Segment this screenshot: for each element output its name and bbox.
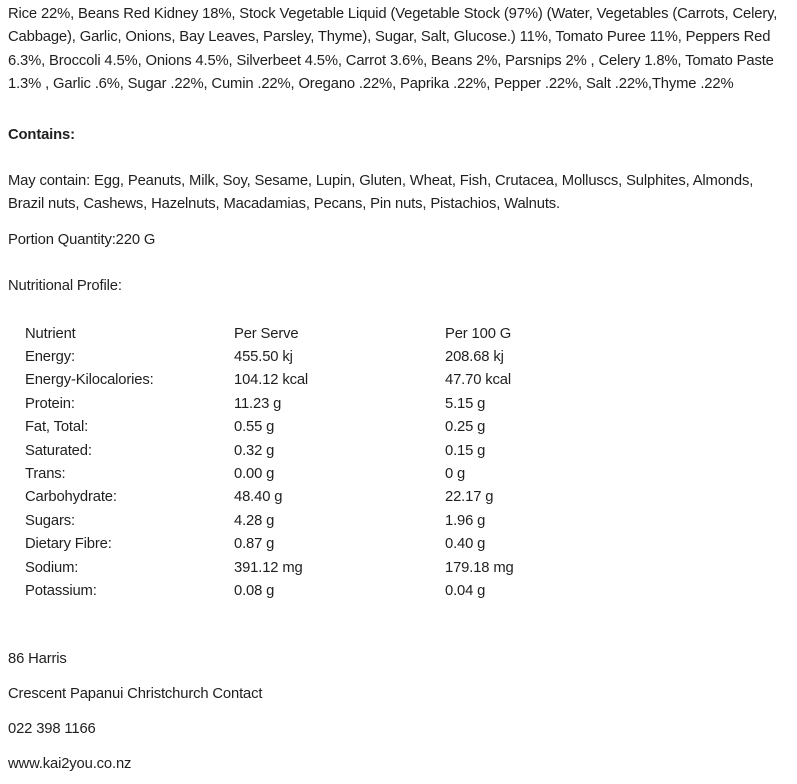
nutrition-table	[25, 323, 645, 604]
table-row	[25, 510, 645, 533]
per-serve-cell: 104.12 kcal	[234, 372, 309, 389]
per-100g-cell: 0.40 g	[445, 536, 486, 553]
per-100g-cell: 0.25 g	[445, 419, 486, 436]
nutrient-cell: Energy-Kilocalories:	[25, 372, 154, 389]
ingredients-text: Rice 22%, Beans Red Kidney 18%, Stock Vegetable Liquid (Vegetable Stock (97%) (Water, Vegetables (Carrots, Celery, Cabbage), Garlic, Onions, Bay Leaves, Parsley, Thyme), Sugar, Salt, Glucose.) 11%, Tomato Puree 11%, Peppers Red 6.3%, Broccoli 4.5%, Onions 4.5%, Silverbeet 4.5%, Carrot 3.6%, Beans 2%, Parsnips 2% , Celery 1.8%, Tomato Paste 1.3% , Garlic .6%, Sugar .22%, Cumin .22%, Oregano .22%, Paprika .22%, Pepper .22%, Salt .22%,Thyme .22%	[8, 6, 778, 93]
table-row	[25, 440, 645, 463]
nutritional-profile-heading: Nutritional Profile:	[8, 278, 122, 295]
table-row	[25, 416, 645, 439]
nutrient-cell: Protein:	[25, 395, 75, 412]
per-serve-cell: 4.28 g	[234, 512, 275, 529]
per-serve-cell: 391.12 mg	[234, 559, 303, 576]
nutrient-cell: Saturated:	[25, 442, 92, 459]
per-100g-cell: 1.96 g	[445, 512, 486, 529]
table-row	[25, 557, 645, 580]
nutrition-table-header-row	[25, 323, 645, 346]
nutrition-table-body	[25, 346, 645, 603]
column-header-nutrient: Nutrient	[25, 325, 76, 342]
per-serve-cell: 0.55 g	[234, 419, 275, 436]
address-line-2: Crescent Papanui Christchurch Contact	[8, 686, 263, 703]
table-row	[25, 486, 645, 509]
contains-heading: Contains:	[8, 126, 75, 143]
per-serve-cell: 0.32 g	[234, 442, 275, 459]
per-100g-cell: 47.70 kcal	[445, 372, 511, 389]
per-100g-cell: 208.68 kj	[445, 349, 504, 366]
website-url: www.kai2you.co.nz	[8, 756, 132, 773]
table-row	[25, 580, 645, 603]
nutrient-cell: Sugars:	[25, 512, 75, 529]
per-serve-cell: 455.50 kj	[234, 349, 293, 366]
per-serve-cell: 11.23 g	[234, 395, 282, 412]
nutrient-cell: Trans:	[25, 466, 66, 482]
phone-number: 022 398 1166	[8, 721, 96, 738]
table-row	[25, 393, 645, 416]
per-serve-cell: 0.87 g	[234, 536, 275, 553]
per-serve-cell: 48.40 g	[234, 489, 283, 506]
nutrient-cell: Fat, Total:	[25, 419, 89, 436]
per-100g-cell: 0.04 g	[445, 582, 486, 599]
portion-quantity-text: Portion Quantity:220 G	[8, 231, 156, 248]
per-100g-cell: 0.15 g	[445, 442, 486, 459]
per-100g-cell: 5.15 g	[445, 395, 486, 412]
per-100g-cell: 22.17 g	[445, 489, 494, 506]
per-100g-cell: 0 g	[445, 466, 466, 482]
table-row	[25, 346, 645, 369]
per-serve-cell: 0.08 g	[234, 582, 275, 599]
nutrient-cell: Energy:	[25, 349, 75, 366]
nutrient-cell: Carbohydrate:	[25, 489, 117, 506]
column-header-per-100g: Per 100 G	[445, 325, 512, 342]
per-serve-cell: 0.00 g	[234, 466, 275, 482]
nutrient-cell: Sodium:	[25, 559, 79, 576]
contact-footer	[8, 648, 789, 776]
may-contain-text: May contain: Egg, Peanuts, Milk, Soy, Sesame, Lupin, Gluten, Wheat, Fish, Crutacea, Molluscs, Sulphites, Almonds, Brazil nuts, Cashews, Hazelnuts, Macadamias, Pecans, Pin nuts, Pistachios, Walnuts.	[8, 173, 754, 213]
per-100g-cell: 179.18 mg	[445, 559, 514, 576]
table-row	[25, 463, 645, 486]
column-header-per-serve: Per Serve	[234, 325, 299, 342]
nutrient-cell: Potassium:	[25, 582, 97, 599]
table-row	[25, 369, 645, 392]
address-line-1: 86 Harris	[8, 651, 67, 668]
table-row	[25, 533, 645, 556]
nutrient-cell: Dietary Fibre:	[25, 536, 112, 553]
